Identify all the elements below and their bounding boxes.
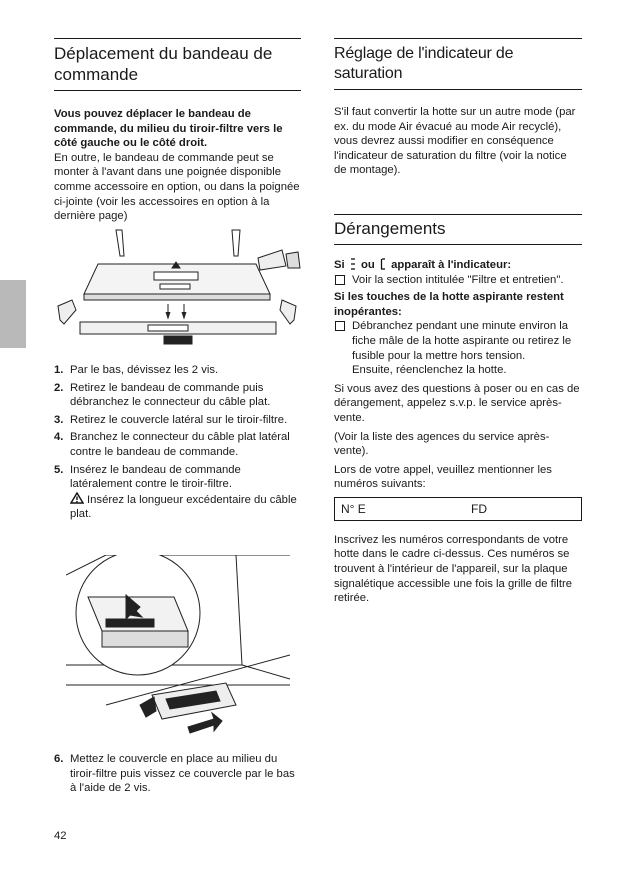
section-title-saturation: Réglage de l'indicateur de saturation (334, 45, 514, 82)
fault-answer-1-text: Voir la section intitulée "Filtre et entretien". (352, 273, 564, 286)
warning-note (54, 492, 301, 522)
field-fd-number: FD (471, 501, 487, 516)
step6-block (54, 752, 301, 799)
step-number: 3. (54, 413, 64, 426)
fault-q1-prefix: Si (334, 258, 345, 271)
serial-instructions: Inscrivez les numéros correspondants de votre hotte dans le cadre ci-dessus. Ces numéros se trouvent à l'intérieur de l'appareil, sur la plaque signalétique accessible une fois la grille de filtre retirée. (334, 533, 572, 605)
checkbox-icon (335, 321, 345, 331)
intro-bold: Vous pouvez déplacer le bandeau de commande, du milieu du tiroir-filtre vers le côté gauche ou le côté droit. (54, 108, 283, 150)
cable-insertion-illustration (66, 555, 290, 745)
step-text: Retirez le bandeau de commande puis débranchez le connecteur du câble plat. (70, 381, 271, 409)
step-number: 1. (54, 364, 64, 376)
right-column (334, 38, 582, 606)
step-item (54, 413, 301, 428)
control-panel-illustration (54, 228, 302, 356)
step-item (54, 430, 301, 459)
section-title-control-panel: Déplacement du bandeau de commande (54, 44, 273, 84)
step-item (54, 381, 301, 410)
fault-q1-suffix: apparaît à l'indicateur: (391, 258, 512, 271)
fault-question-2: Si les touches de la hotte aspirante restent inopérantes: (334, 291, 564, 318)
service-text: Si vous avez des questions à poser ou en cas de dérangement, appelez s.v.p. le service après-vente. (334, 382, 580, 424)
call-text: Lors de votre appel, veuillez mentionner les numéros suivants: (334, 463, 552, 491)
fault-answer-1 (334, 273, 582, 288)
step-number: 2. (54, 381, 64, 394)
step-item (54, 752, 301, 796)
step-number: 5. (54, 463, 64, 476)
fault-answer-2-text: Débranchez pendant une minute environ la fiche mâle de la hotte aspirante ou retirez le fusible pour la mettre hors tension. (352, 320, 572, 362)
saturation-text: S'il faut convertir la hotte sur un autre mode (par ex. du mode Air évacué au mode Air recyclé), vous devrez aussi modifier en conséquence l'indicateur de saturation du filtre (voir la notice de montage). (334, 106, 576, 177)
step-number: 4. (54, 431, 64, 444)
intro-text: En outre, le bandeau de commande peut se monter à l'avant dans une poignée disponible comme accessoire en option, ou dans la poignée ci-jointe (voir les accessoires en option à la dernière page) (54, 151, 300, 223)
step-text: Mettez le couvercle en place au milieu du tiroir-filtre puis vissez ce couvercle par le bas à l'aide de 2 vis. (70, 753, 295, 795)
checkbox-icon (335, 275, 345, 285)
section-tab (0, 280, 26, 348)
fault-q1-or: ou (360, 258, 375, 271)
title-rule (334, 244, 582, 245)
serial-number-box (334, 497, 582, 521)
title-rule (334, 89, 582, 90)
warning-triangle-icon (70, 492, 84, 504)
section-title-faults: Dérangements (334, 218, 446, 238)
steps-list (54, 363, 301, 492)
step-text: Insérez le bandeau de commande latéralement contre le tiroir-filtre. (70, 463, 241, 491)
warning-text: Insérez la longueur excédentaire du câble plat. (70, 493, 297, 521)
title-rule (54, 90, 301, 91)
left-column (54, 38, 301, 224)
steps-block (54, 363, 301, 522)
step-number: 6. (54, 753, 64, 765)
step-text: Par le bas, dévissez les 2 vis. (70, 364, 219, 376)
steps-list-continued (54, 752, 301, 796)
service-agencies-text: (Voir la liste des agences du service après-vente). (334, 430, 550, 458)
segment-display-e-icon (350, 258, 356, 270)
segment-display-c-icon (380, 258, 386, 270)
fault-answer-2-followup: Ensuite, réenclenchez la hotte. (352, 364, 507, 377)
field-e-number: N° E (341, 501, 366, 516)
step-item (54, 463, 301, 492)
step-text: Retirez le couvercle latéral sur le tiroir-filtre. (70, 413, 288, 426)
fault-answer-2 (334, 319, 582, 377)
step-text: Branchez le connecteur du câble plat latéral contre le bandeau de commande. (70, 431, 290, 458)
step-item (54, 363, 301, 378)
fault-question-1 (334, 258, 582, 273)
page-number: 42 (54, 830, 67, 842)
